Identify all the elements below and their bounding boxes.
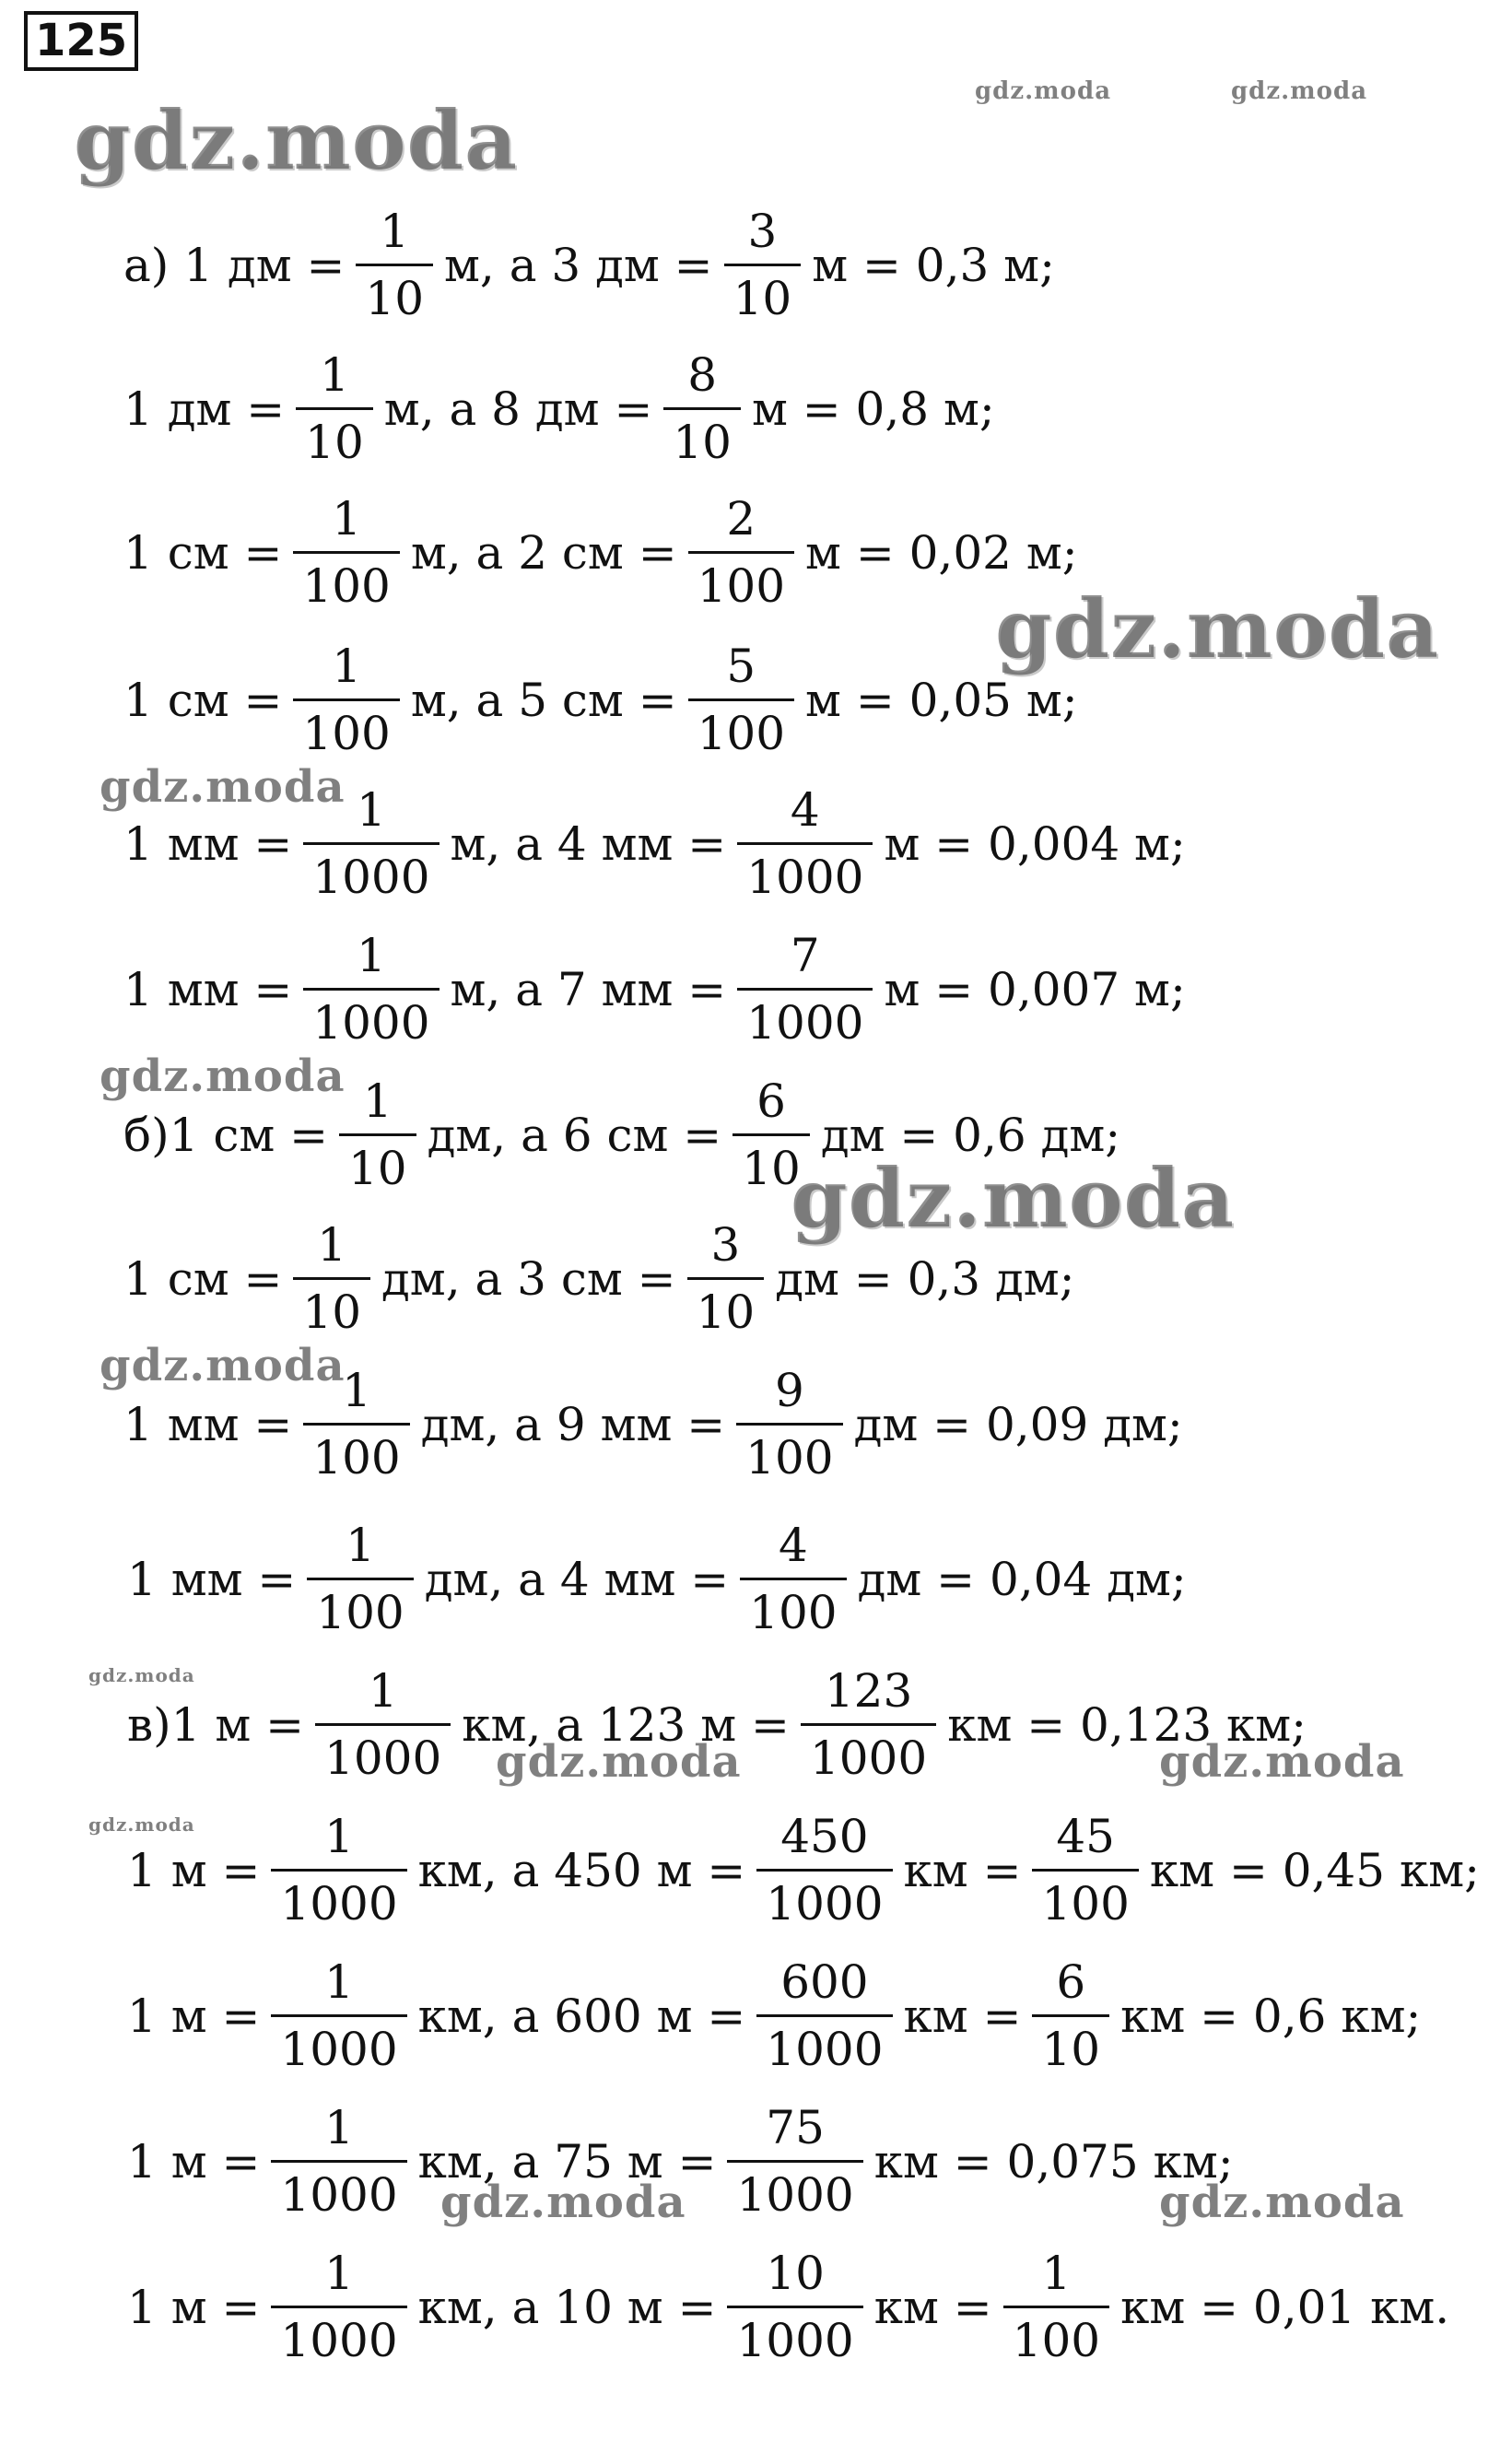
fraction-denominator: 1000	[727, 2306, 862, 2364]
fraction-denominator: 100	[736, 1423, 842, 1481]
fraction-numerator: 600	[780, 1955, 869, 2009]
equation-line	[118, 205, 1061, 325]
fraction	[663, 348, 741, 469]
fraction-numerator: 1	[332, 640, 362, 693]
fraction-numerator: 4	[790, 783, 820, 837]
fraction	[736, 1364, 842, 1485]
fraction-numerator: 123	[824, 1664, 913, 1718]
fraction-denominator: 100	[740, 1578, 846, 1636]
equation-text: 1 мм =	[127, 1552, 297, 1606]
fraction-denominator: 10	[1032, 2014, 1109, 2072]
fraction-denominator: 1000	[303, 842, 439, 900]
fraction-denominator: 100	[1003, 2306, 1109, 2364]
fraction-numerator: 1	[324, 2247, 354, 2300]
fraction	[733, 1074, 810, 1195]
fraction	[303, 783, 439, 904]
fraction-numerator: 450	[780, 1810, 869, 1863]
fraction-numerator: 6	[1056, 1955, 1086, 2009]
fraction	[339, 1074, 416, 1195]
fraction-numerator: 1	[368, 1664, 398, 1718]
equation-text: 1 мм =	[123, 1397, 293, 1451]
fraction-numerator: 3	[710, 1218, 741, 1272]
fraction	[296, 348, 373, 469]
equation-line	[118, 1218, 1081, 1339]
equation-text: м = 0,004 м;	[884, 816, 1186, 871]
fraction-numerator: 75	[766, 2101, 825, 2154]
fraction	[688, 492, 794, 613]
fraction-denominator: 1000	[737, 842, 873, 900]
fraction-denominator: 1000	[303, 988, 439, 1046]
problem-number: 125	[24, 11, 138, 71]
equation-text: м, а 5 см =	[410, 673, 677, 727]
equation-text: 1 см =	[123, 525, 283, 580]
watermark: gdz.moda	[88, 1813, 195, 1836]
fraction-denominator: 1000	[801, 1723, 936, 1781]
fraction-denominator: 10	[293, 1277, 370, 1335]
equation-text: дм, а 3 см =	[381, 1251, 676, 1306]
watermark: gdz.moda	[1231, 77, 1368, 105]
fraction	[737, 783, 873, 904]
fraction-denominator: 10	[687, 1277, 765, 1335]
equation-text: дм, а 6 см =	[427, 1108, 722, 1162]
fraction	[271, 1955, 406, 2076]
equation-text: км =	[873, 2280, 992, 2334]
equation-text: км, а 450 м =	[417, 1843, 746, 1897]
fraction	[756, 1810, 892, 1931]
fraction	[307, 1519, 413, 1639]
equation-text: м, а 4 мм =	[450, 816, 727, 871]
fraction-denominator: 10	[296, 407, 373, 465]
fraction-numerator: 2	[726, 492, 756, 546]
equation-text: а) 1 дм =	[123, 238, 346, 292]
fraction-numerator: 45	[1056, 1810, 1115, 1863]
watermark: gdz.moda	[100, 761, 346, 813]
fraction	[271, 1810, 406, 1931]
fraction	[1032, 1955, 1109, 2076]
equation-text: км = 0,6 км;	[1120, 1989, 1422, 2043]
fraction-denominator: 100	[307, 1578, 413, 1636]
fraction-numerator: 1	[357, 929, 386, 982]
fraction-denominator: 100	[1032, 1869, 1138, 1927]
equation-line	[122, 1519, 1192, 1639]
fraction-denominator: 10	[339, 1133, 416, 1191]
fraction	[1003, 2247, 1109, 2367]
equation-text: м, а 7 мм =	[450, 962, 727, 1016]
watermark: gdz.moda	[496, 1736, 742, 1788]
equation-line	[122, 2247, 1455, 2367]
fraction	[315, 1664, 451, 1785]
fraction	[271, 2101, 406, 2222]
fraction	[756, 1955, 892, 2076]
fraction	[687, 1218, 765, 1339]
fraction-numerator: 1	[317, 1218, 347, 1272]
fraction-denominator: 1000	[737, 988, 873, 1046]
fraction	[303, 929, 439, 1050]
equation-text: км, а 75 м =	[417, 2134, 717, 2189]
fraction-numerator: 1	[1041, 2247, 1072, 2300]
fraction-numerator: 5	[726, 640, 756, 693]
fraction	[271, 2247, 406, 2367]
fraction	[724, 205, 802, 325]
equation-text: дм = 0,09 дм;	[853, 1397, 1183, 1451]
equation-text: дм, а 4 мм =	[424, 1552, 730, 1606]
fraction	[737, 929, 873, 1050]
fraction-denominator: 1000	[727, 2160, 862, 2218]
fraction-denominator: 100	[688, 698, 794, 757]
fraction-numerator: 1	[320, 348, 349, 402]
fraction-numerator: 7	[790, 929, 820, 982]
fraction	[293, 1218, 370, 1339]
equation-text: в)1 м =	[127, 1697, 305, 1752]
fraction-denominator: 10	[724, 264, 802, 322]
fraction-numerator: 1	[332, 492, 362, 546]
equation-text: м = 0,8 м;	[751, 381, 995, 436]
fraction-numerator: 1	[342, 1364, 371, 1417]
fraction-denominator: 1000	[271, 2160, 406, 2218]
equation-line	[118, 348, 1001, 469]
equation-text: 1 мм =	[123, 816, 293, 871]
equation-text: м = 0,3 м;	[812, 238, 1055, 292]
equation-text: 1 см =	[123, 673, 283, 727]
equation-text: км = 0,01 км.	[1120, 2280, 1450, 2334]
watermark: gdz.moda	[74, 92, 519, 188]
fraction	[356, 205, 433, 325]
fraction-denominator: 1000	[756, 2014, 892, 2072]
equation-line	[118, 1074, 1126, 1195]
fraction-denominator: 1000	[315, 1723, 451, 1781]
equation-text: дм, а 9 мм =	[420, 1397, 726, 1451]
fraction	[688, 640, 794, 760]
fraction-numerator: 6	[756, 1074, 786, 1128]
equation-text: 1 м =	[127, 1843, 261, 1897]
equation-text: м, а 8 дм =	[383, 381, 653, 436]
equation-text: км =	[903, 1843, 1022, 1897]
equation-text: км = 0,123 км;	[947, 1697, 1307, 1752]
equation-text: м = 0,05 м;	[805, 673, 1078, 727]
equation-line	[118, 492, 1084, 613]
watermark: gdz.moda	[791, 1150, 1236, 1246]
fraction	[801, 1664, 936, 1785]
equation-line	[122, 1955, 1426, 2076]
fraction-denominator: 1000	[756, 1869, 892, 1927]
watermark: gdz.moda	[1159, 1736, 1405, 1788]
fraction-numerator: 4	[778, 1519, 808, 1572]
equation-text: км, а 123 м =	[462, 1697, 790, 1752]
equation-text: м, а 3 дм =	[444, 238, 713, 292]
fraction-numerator: 1	[380, 205, 410, 258]
fraction-numerator: 1	[362, 1074, 393, 1128]
fraction-numerator: 3	[747, 205, 778, 258]
fraction-denominator: 10	[733, 1133, 810, 1191]
equation-text: м = 0,02 м;	[805, 525, 1078, 580]
fraction-numerator: 1	[324, 1955, 354, 2009]
fraction	[727, 2247, 862, 2367]
equation-text: дм = 0,04 дм;	[857, 1552, 1187, 1606]
equation-text: 1 м =	[127, 2134, 261, 2189]
fraction-numerator: 1	[357, 783, 386, 837]
fraction-denominator: 10	[663, 407, 741, 465]
watermark: gdz.moda	[100, 1340, 346, 1391]
equation-text: км = 0,45 км;	[1149, 1843, 1480, 1897]
fraction	[293, 492, 399, 613]
fraction	[303, 1364, 409, 1485]
equation-line	[118, 929, 1191, 1050]
watermark: gdz.moda	[995, 581, 1440, 676]
equation-text: м = 0,007 м;	[884, 962, 1186, 1016]
fraction-numerator: 10	[766, 2247, 825, 2300]
watermark: gdz.moda	[975, 77, 1112, 105]
fraction-denominator: 100	[303, 1423, 409, 1481]
equation-line	[122, 1810, 1485, 1931]
equation-text: км, а 600 м =	[417, 1989, 746, 2043]
watermark: gdz.moda	[100, 1050, 346, 1102]
fraction-denominator: 100	[688, 551, 794, 609]
equation-line	[118, 640, 1084, 760]
equation-line	[122, 1664, 1312, 1785]
fraction-denominator: 100	[293, 551, 399, 609]
fraction-numerator: 1	[324, 1810, 354, 1863]
fraction-numerator: 9	[774, 1364, 804, 1417]
equation-text: 1 м =	[127, 1989, 261, 2043]
fraction-numerator: 1	[324, 2101, 354, 2154]
watermark: gdz.moda	[1159, 2177, 1405, 2228]
equation-line	[122, 2101, 1239, 2222]
fraction	[1032, 1810, 1138, 1931]
equation-text: 1 мм =	[123, 962, 293, 1016]
equation-text: км =	[903, 1989, 1022, 2043]
equation-text: км = 0,075 км;	[873, 2134, 1234, 2189]
watermark: gdz.moda	[88, 1664, 195, 1686]
equation-text: км, а 10 м =	[417, 2280, 717, 2334]
equation-text: дм = 0,3 дм;	[775, 1251, 1075, 1306]
fraction-denominator: 10	[356, 264, 433, 322]
fraction	[727, 2101, 862, 2222]
fraction	[293, 640, 399, 760]
fraction-denominator: 1000	[271, 2014, 406, 2072]
fraction-denominator: 1000	[271, 1869, 406, 1927]
equation-text: 1 м =	[127, 2280, 261, 2334]
fraction-denominator: 1000	[271, 2306, 406, 2364]
equation-text: дм = 0,6 дм;	[820, 1108, 1121, 1162]
equation-text: б)1 см =	[123, 1108, 328, 1162]
fraction-numerator: 1	[346, 1519, 375, 1572]
watermark: gdz.moda	[440, 2177, 686, 2228]
equation-line	[118, 1364, 1189, 1485]
fraction	[740, 1519, 846, 1639]
equation-text: 1 см =	[123, 1251, 283, 1306]
equation-text: 1 дм =	[123, 381, 286, 436]
fraction-denominator: 100	[293, 698, 399, 757]
equation-text: м, а 2 см =	[410, 525, 677, 580]
fraction-numerator: 8	[687, 348, 718, 402]
